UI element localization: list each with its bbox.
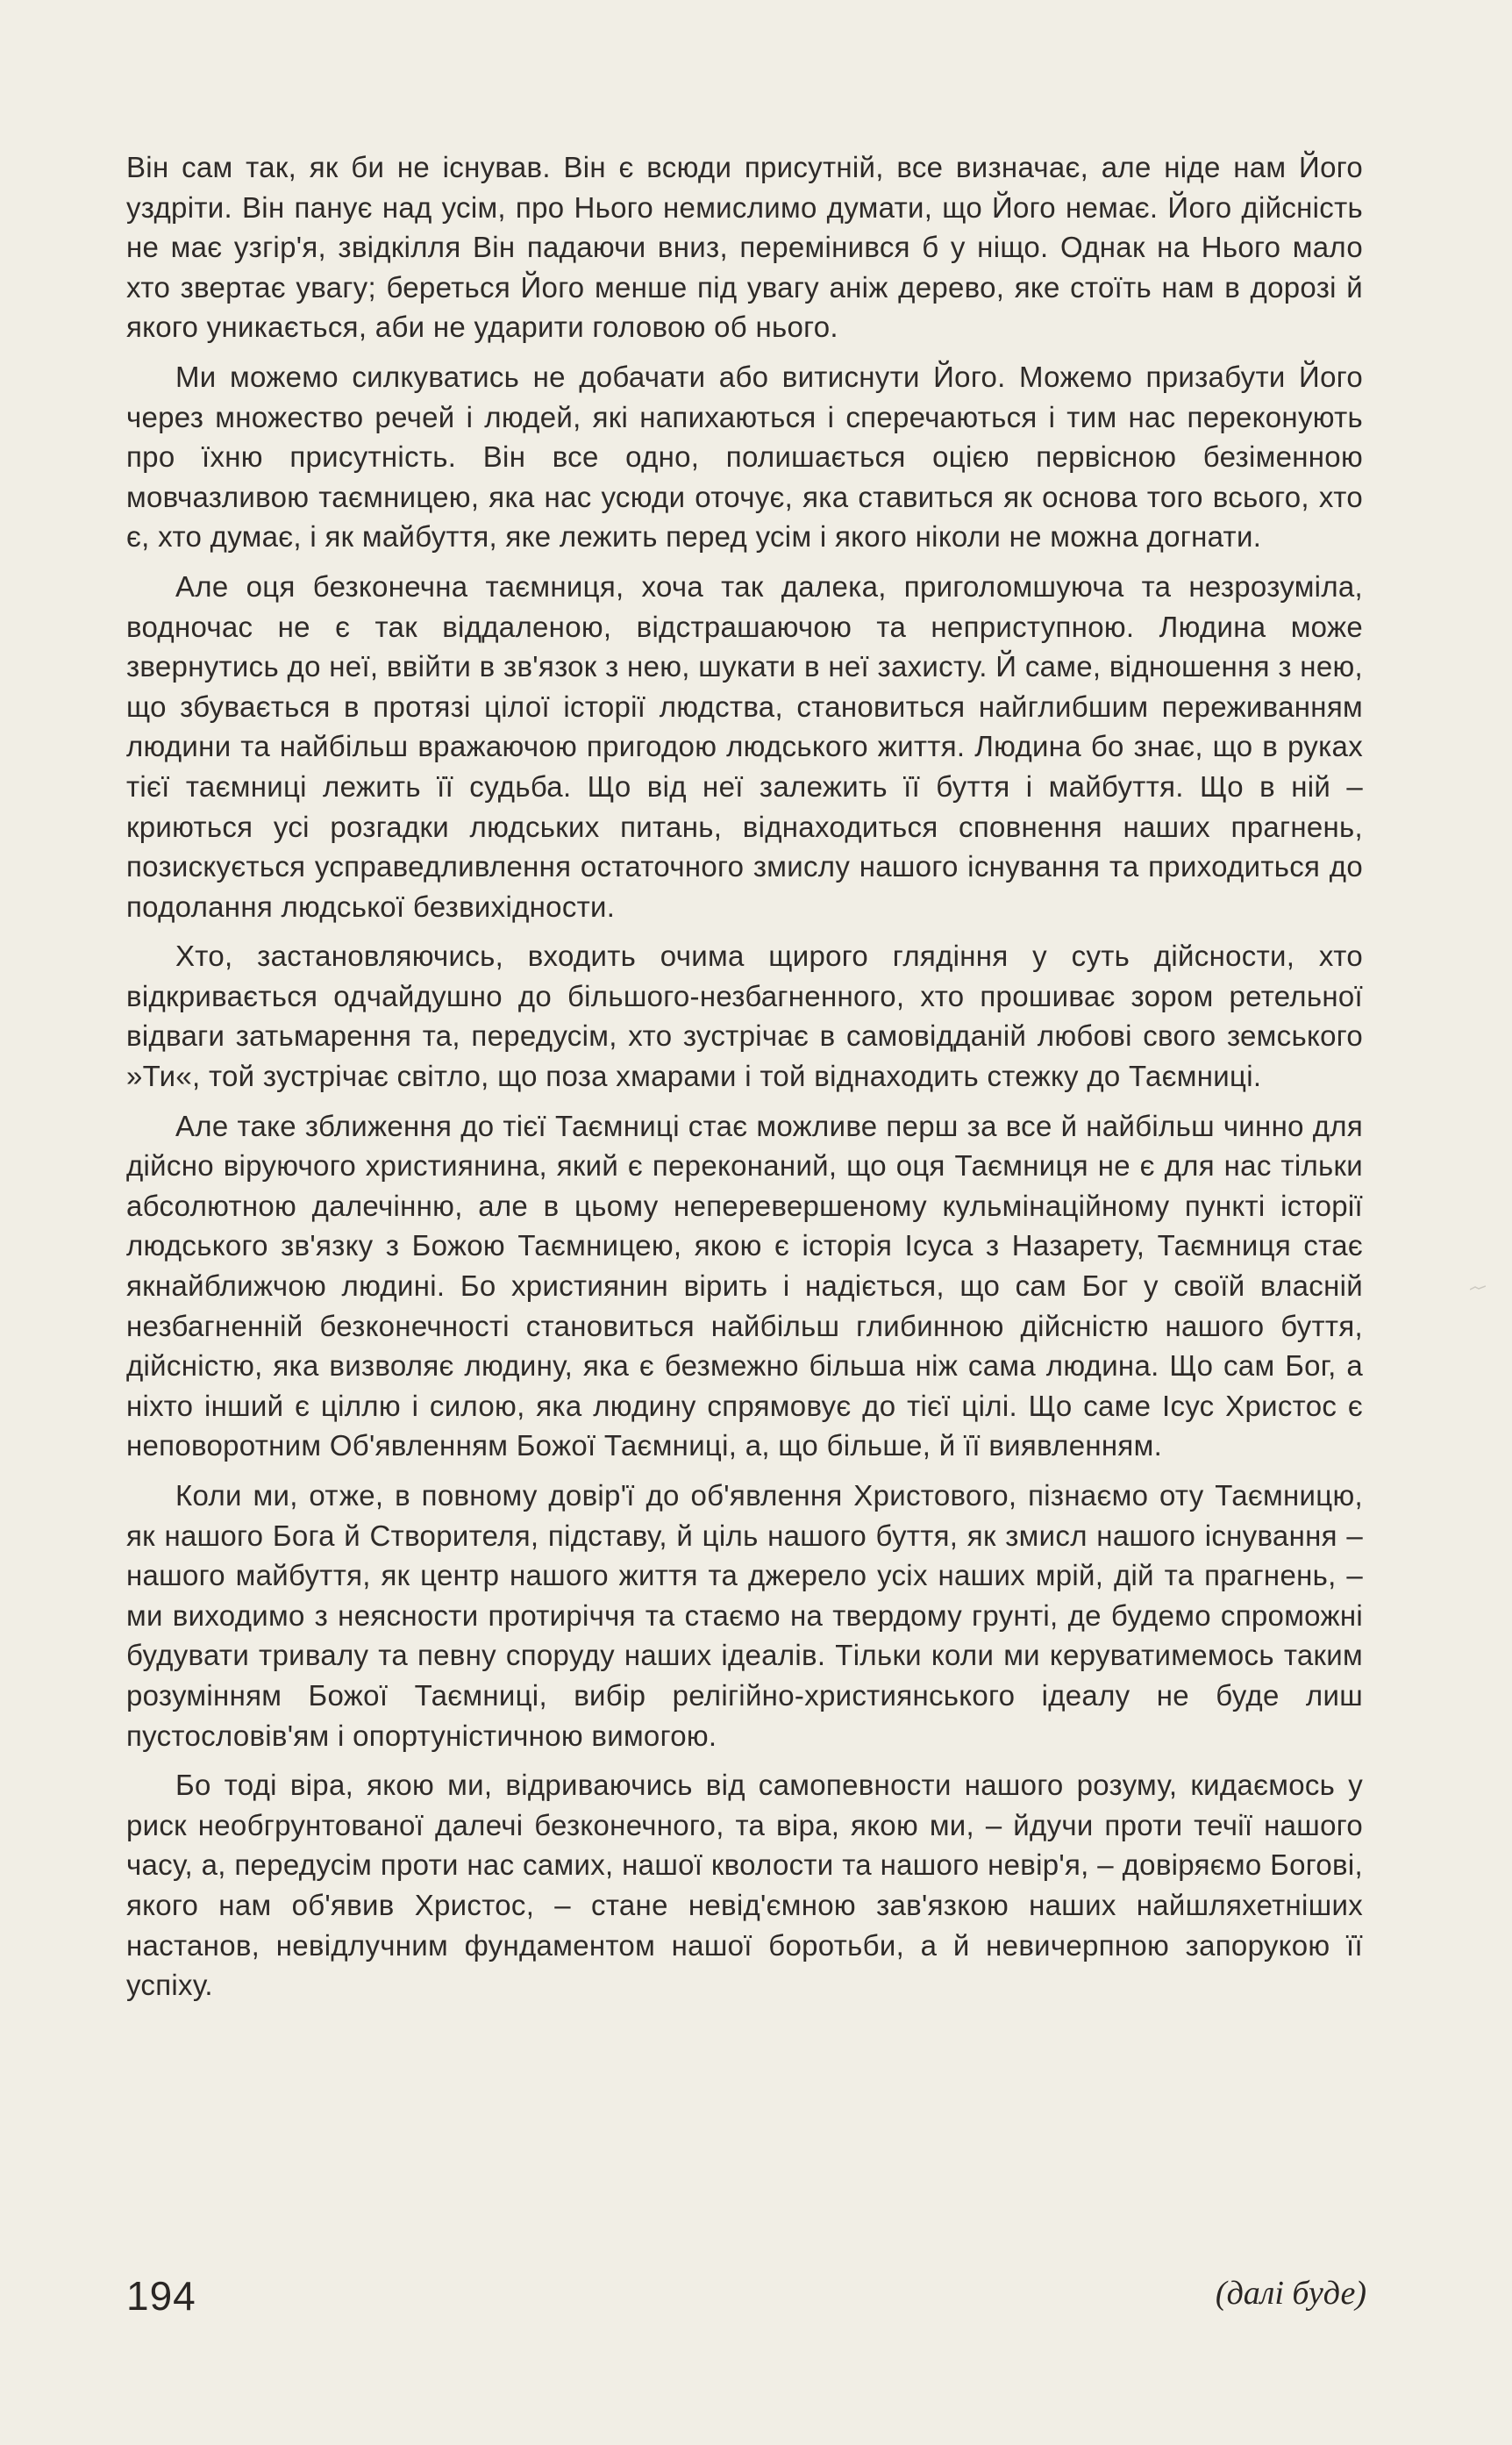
paper-speck-mark [1470, 1285, 1486, 1292]
paragraph-1: Він сам так, як би не існував. Він є всюди присутній, все визначає, але ніде нам Його уздріти. Він панує над усім, про Нього немислимо думати, що Його немає. Його дійсність не має узгір'я, звідкілля Він падаючи вниз, перемінився б у ніщо. Однак на Нього мало хто звертає увагу; береться Його менше під увагу аніж дерево, яке стоїть нам в дорозі й якого уникається, аби не ударити головою об нього. [126, 151, 1363, 344]
page-footer [126, 2272, 1366, 2334]
paragraph-6: Коли ми, отже, в повному довір'ї до об'явлення Христового, пізнаємо оту Таємницю, як нашого Бога й Створителя, підставу, й ціль нашого буття, як змисл нашого існування – нашого майбуття, як центр нашого життя та джерело усіх наших мрій, дій та прагнень, – ми виходимо з неясности протиріччя та стаємо на твердому грунті, де будемо спроможні будувати тривалу та певну споруду наших ідеалів. Тільки коли ми керуватимемось таким розумінням Божої Таємниці, вибір релігійно-християнського ідеалу не буде лиш пустословів'ям і опортуністичною вимогою. [126, 1479, 1363, 1752]
article-body [126, 147, 1363, 2015]
paragraph-4: Хто, застановляючись, входить очима щирого глядіння у суть дійсности, хто відкривається одчайдушно до більшого-незбагненного, хто прошиває зором ретельної відваги затьмарення та, передусім, хто зустрічає в самовідданій любові свого земського »Ти«, той зустрічає світло, що поза хмарами і той віднаходить стежку до Таємниці. [126, 940, 1363, 1093]
paragraph-7: Бо тоді віра, якою ми, відриваючись від самопевности нашого розуму, кидаємось у риск необгрунтованої далечі безконечного, та віра, якою ми, – йдучи проти течії нашого часу, а, передусім проти нас самих, нашої кволости та нашого невір'я, – довіряємо Богові, якого нам об'явив Христос, – стане невід'ємною зав'язкою наших найшляхетніших настанов, невідлучним фундаментом нашої боротьби, а й невичерпною запорукою її успіху. [126, 1769, 1363, 2002]
continued-note: (далі буде) [1215, 2275, 1366, 2312]
paragraph-5: Але таке зближення до тієї Таємниці стає можливе перш за все й найбільш чинно для дійсно віруючого християнина, який є переконаний, що оця Таємниця не є для нас тільки абсолютною далечінню, але в цьому неперевершеному кульмінаційному пункті історії людського зв'язку з Божою Таємницею, якою є історія Ісуса з Назарету, Таємниця стає якнайближчою людині. Бо християнин вірить і надіється, що сам Бог у своїй власній незбагненній безконечності становиться найбільш глибинною дійсністю нашого буття, дійсністю, яка визволяє людину, яка є безмежно більша ніж сама людина. Що сам Бог, а ніхто інший є ціллю і силою, яка людину спрямовує до тієї цілі. Що саме Ісус Христос є неповоротним Об'явленням Божої Таємниці, а, що більше, й її виявленням. [126, 1109, 1363, 1462]
paragraph-3: Але оця безконечна таємниця, хоча так далека, приголомшуюча та незрозуміла, водночас не є так віддаленою, відстрашаючою та неприступною. Людина може звернутись до неї, ввійти в зв'язок з нею, шукати в неї захисту. Й саме, відношення з нею, що збувається в протязі цілої історії людства, становиться найглибшим переживанням людини та найбільш вражаючою пригодою людського життя. Людина бо знає, що в руках тієї таємниці лежить її судьба. Що від неї залежить її буття і майбуття. Що в ній – криються усі розгадки людських питань, віднаходиться сповнення наших прагнень, позискується усправедливлення остаточного змислу нашого існування та приходиться до подолання людської безвихідности. [126, 569, 1363, 923]
page-number: 194 [126, 2273, 196, 2319]
paragraph-2: Ми можемо силкуватись не добачати або витиснути Його. Можемо призабути Його через множество речей і людей, які напихаються і сперечаються і тим нас переконують про їхню присутність. Він все одно, полишається оцією первісною безіменною мовчазливою таємницею, яка нас усюди оточує, яка ставиться як основа того всього, хто є, хто думає, і як майбуття, яке лежить перед усім і якого ніколи не можна догнати. [126, 360, 1363, 554]
